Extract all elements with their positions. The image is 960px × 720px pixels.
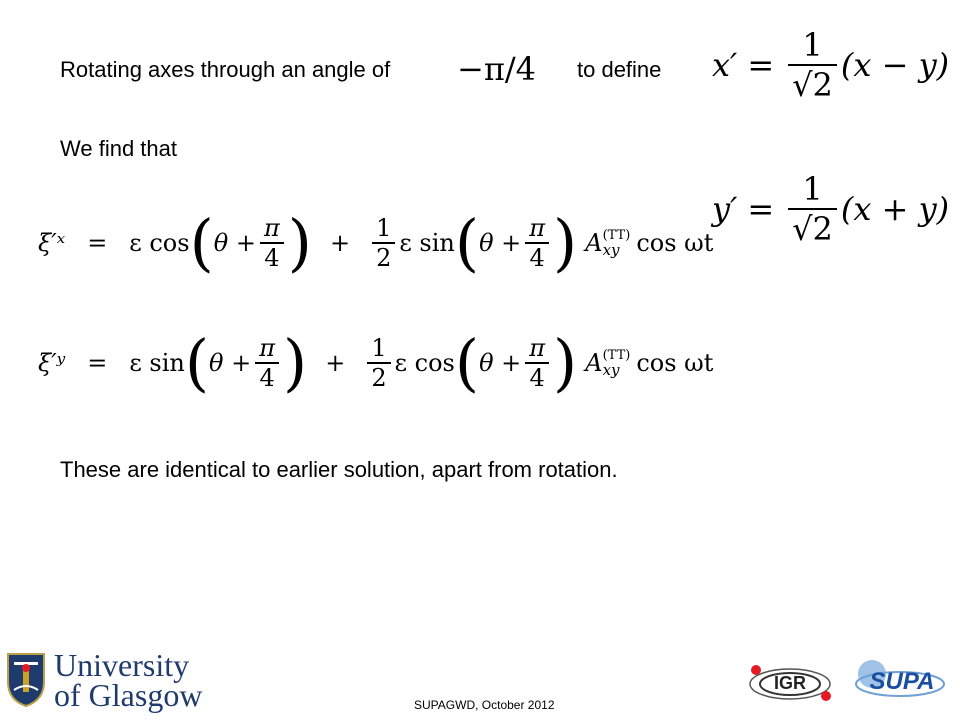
angle-expression: −π/4 xyxy=(457,50,536,88)
xi-x-equals: = xyxy=(87,229,108,257)
xi-x-arg1-fraction xyxy=(260,214,284,272)
university-line1: University xyxy=(54,647,190,683)
xi-x-arg2-fraction xyxy=(525,214,549,272)
xi-y-lhs: ξ′ʸ xyxy=(38,349,66,377)
xi-x-plus: + xyxy=(329,229,351,257)
xi-y-amplitude: A xyxy=(585,349,603,377)
xi-y-arg1-num: π xyxy=(255,334,279,364)
xi-x-arg2-den: 4 xyxy=(529,244,545,272)
xi-y-open-paren-1: ( xyxy=(184,326,210,399)
xprime-denominator: √2 xyxy=(792,66,833,104)
xi-x-close-paren-1: ) xyxy=(287,206,312,279)
xi-y-close-paren-2: ) xyxy=(553,326,578,399)
xi-y-arg2-num: π xyxy=(525,334,549,364)
xi-x-amp-sub: xy xyxy=(602,241,620,259)
xi-y-tail: cos ωt xyxy=(636,349,714,377)
xi-y-open-paren-2: ( xyxy=(454,326,480,399)
xi-x-arg1-num: π xyxy=(260,214,284,244)
to-define-text: to define xyxy=(577,57,662,82)
yprime-equation xyxy=(712,170,949,248)
xi-x-amplitude: A xyxy=(585,229,603,257)
xi-x-lhs: ξ′ˣ xyxy=(38,229,66,257)
xi-x-open-paren-2: ( xyxy=(454,206,480,279)
xi-x-tail: cos ωt xyxy=(636,229,714,257)
xi-y-arg1-den: 4 xyxy=(259,364,275,392)
xi-y-arg1-fraction xyxy=(255,334,279,392)
xi-x-open-paren-1: ( xyxy=(189,206,214,279)
xi-y-term1: ε sin xyxy=(129,349,185,377)
xi-y-amplitude-scripts xyxy=(603,349,631,377)
xi-y-arg2: θ + xyxy=(479,349,522,377)
xi-x-coef-fraction xyxy=(372,214,395,272)
intro-text: Rotating axes through an angle of xyxy=(60,57,391,82)
yprime-lhs: y′ xyxy=(712,190,738,228)
xprime-lhs: x′ xyxy=(712,46,738,84)
xi-x-term2: ε sin xyxy=(399,229,455,257)
xi-y-arg2-den: 4 xyxy=(529,364,545,392)
yprime-numerator: 1 xyxy=(788,170,837,210)
xi-y-coef-num: 1 xyxy=(367,334,390,364)
xprime-numerator: 1 xyxy=(788,26,837,66)
xi-y-equation xyxy=(38,326,714,399)
xprime-equals: = xyxy=(747,46,775,84)
igr-logo xyxy=(742,660,838,706)
xprime-equation xyxy=(712,26,949,104)
xi-x-term1: ε cos xyxy=(129,229,190,257)
xi-y-term2: ε cos xyxy=(394,349,455,377)
igr-logo-text: IGR xyxy=(773,673,806,693)
xi-y-equals: = xyxy=(87,349,108,377)
xi-x-equation xyxy=(38,206,714,279)
find-text: We find that xyxy=(60,136,177,161)
xi-x-arg1: θ + xyxy=(213,229,256,257)
yprime-rhs: (x + y) xyxy=(840,190,950,228)
xi-y-close-paren-1: ) xyxy=(283,326,308,399)
footer-credit: SUPAGWD, October 2012 xyxy=(414,698,555,712)
xi-y-coef-den: 2 xyxy=(371,364,387,392)
xi-y-amp-sup: (TT) xyxy=(602,348,631,363)
supa-logo-text: SUPA xyxy=(869,668,935,695)
supa-logo xyxy=(852,656,948,706)
xi-y-arg1: θ + xyxy=(209,349,252,377)
university-line2: of Glasgow xyxy=(54,677,203,713)
xi-y-plus: + xyxy=(325,349,346,377)
yprime-denominator: √2 xyxy=(792,210,833,248)
conclusion-text: These are identical to earlier solution, apart from rotation. xyxy=(60,457,618,482)
yprime-fraction xyxy=(788,170,837,248)
xi-x-arg2: θ + xyxy=(479,229,522,257)
xi-x-amp-sup: (TT) xyxy=(602,228,631,243)
xi-x-coef-den: 2 xyxy=(376,244,392,272)
xprime-fraction xyxy=(788,26,837,104)
xi-y-coef-fraction xyxy=(367,334,390,392)
xi-x-arg2-num: π xyxy=(525,214,549,244)
xi-x-close-paren-2: ) xyxy=(553,206,578,279)
xi-y-arg2-fraction xyxy=(525,334,549,392)
yprime-equals: = xyxy=(747,190,775,228)
university-wordmark xyxy=(54,647,203,713)
xprime-rhs: (x − y) xyxy=(840,46,950,84)
glasgow-crest-icon xyxy=(6,652,46,708)
xi-y-amp-sub: xy xyxy=(602,361,620,379)
xi-x-arg1-den: 4 xyxy=(264,244,280,272)
xi-x-amplitude-scripts xyxy=(603,229,631,257)
xi-x-coef-num: 1 xyxy=(372,214,395,244)
